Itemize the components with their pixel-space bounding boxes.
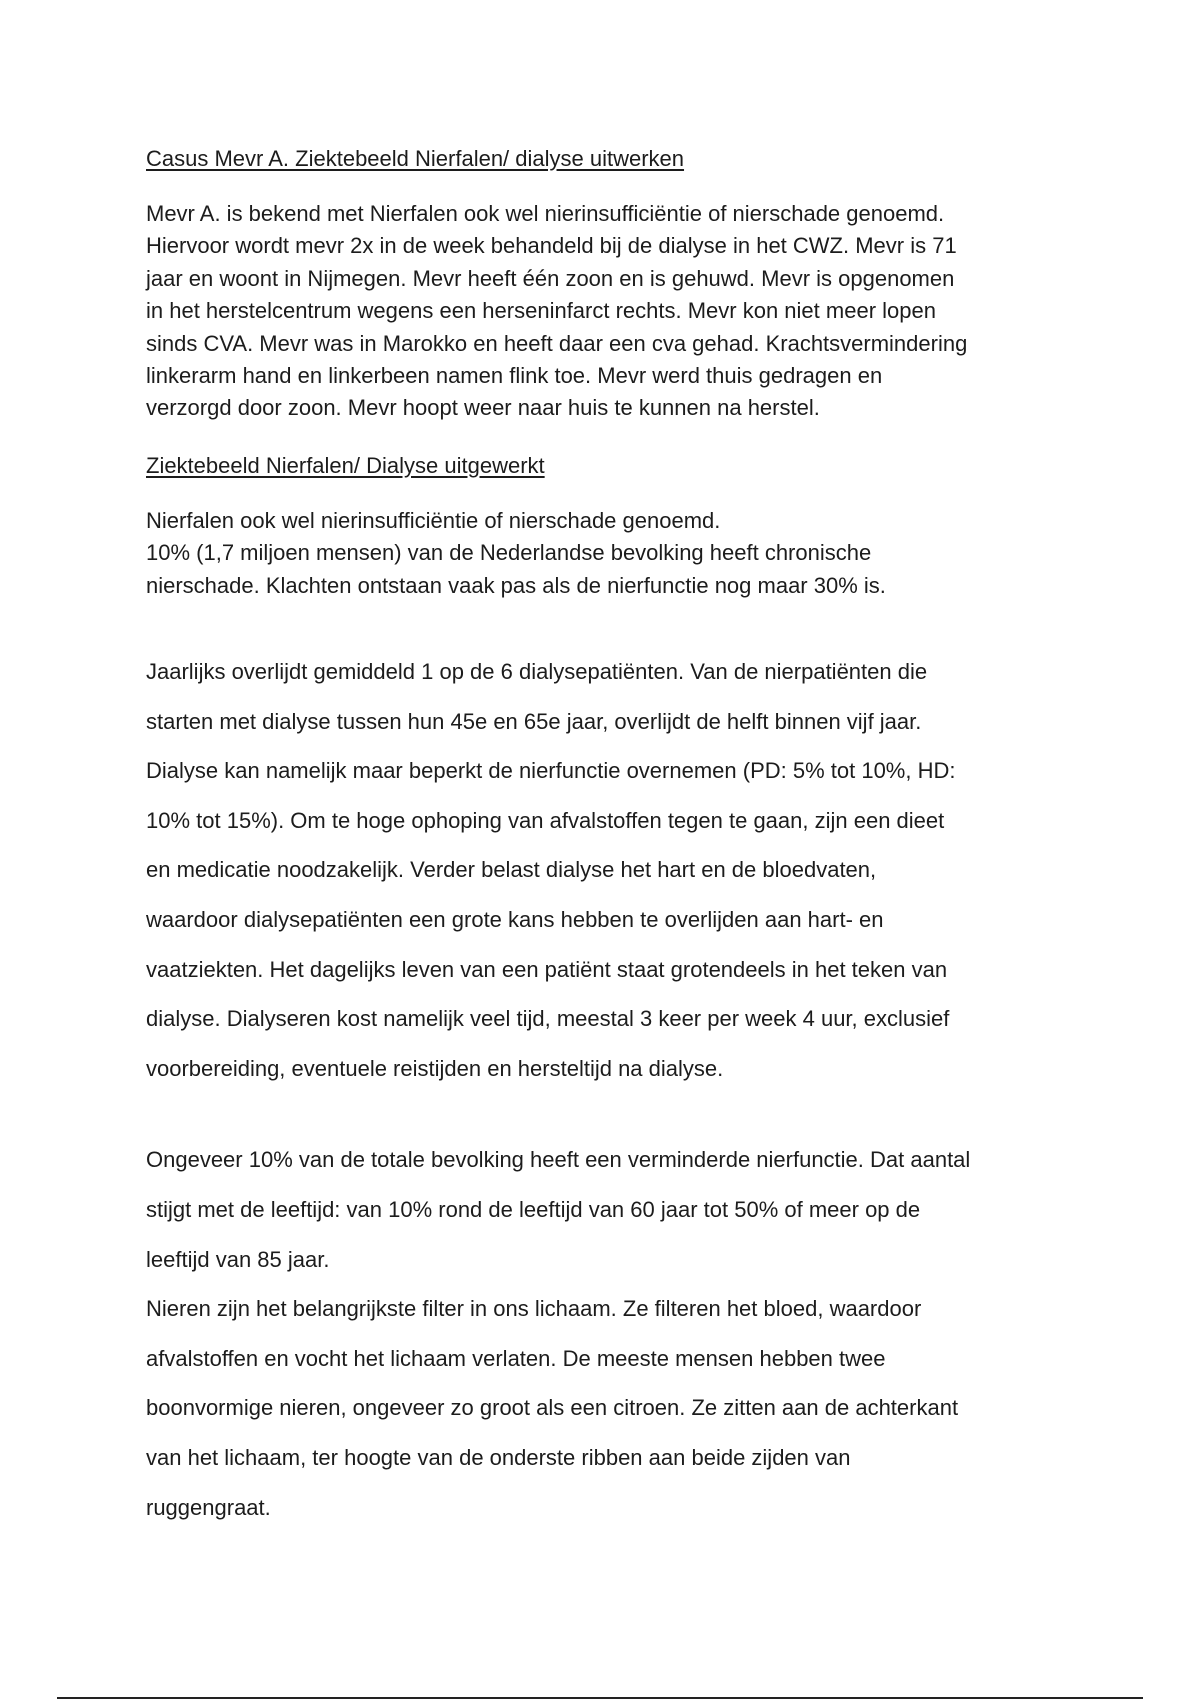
text-line: jaar en woont in Nijmegen. Mevr heeft één zoon en is gehuwd. Mevr is opgenomen [146,265,955,291]
text-line: in het herstelcentrum wegens een herseninfarct rechts. Mevr kon niet meer lopen [146,298,936,324]
text-line: verzorgd door zoon. Mevr hoopt weer naar huis te kunnen na herstel. [146,395,820,421]
text-line: vaatziekten. Het dagelijks leven van een patiënt staat grotendeels in het teken van [146,956,948,982]
text-line: Nieren zijn het belangrijkste filter in ons lichaam. Ze filteren het bloed, waardoor [146,1296,922,1322]
text-line: leeftijd van 85 jaar. [146,1246,330,1272]
intro-paragraph [146,198,1066,425]
text-line: boonvormige nieren, ongeveer zo groot als een citroen. Ze zitten aan de achterkant [146,1395,959,1421]
text-line: waardoor dialysepatiënten een grote kans hebben te overlijden aan hart- en [146,907,884,933]
text-line: stijgt met de leeftijd: van 10% rond de leeftijd van 60 jaar tot 50% of meer op de [146,1197,921,1222]
text-line: van het lichaam, ter hoogte van de onderste ribben aan beide zijden van [146,1444,851,1470]
population-paragraph [146,1135,1066,1532]
mortality-paragraph [146,647,1066,1093]
text-line: linkerarm hand en linkerbeen namen flink toe. Mevr werd thuis gedragen en [146,363,883,389]
document-page [146,143,1066,1532]
text-line: Nierfalen ook wel nierinsufficiëntie of nierschade genoemd. [146,507,721,533]
text-line: dialyse. Dialyseren kost namelijk veel tijd, meestal 3 keer per week 4 uur, exclusief [146,1006,950,1032]
text-line: ruggengraat. [146,1494,271,1520]
text-line: Jaarlijks overlijdt gemiddeld 1 op de 6 dialysepatiënten. Van de nierpatiënten die [146,659,928,685]
text-line: Hiervoor wordt mevr 2x in de week behandeld bij de dialyse in het CWZ. Mevr is 71 [146,233,957,259]
text-line: afvalstoffen en vocht het lichaam verlaten. De meeste mensen hebben twee [146,1345,886,1371]
page-bottom-divider [57,1697,1143,1699]
text-line: nierschade. Klachten ontstaan vaak pas als de nierfunctie nog maar 30% is. [146,572,886,598]
text-line: Dialyse kan namelijk maar beperkt de nierfunctie overnemen (PD: 5% tot 10%, HD: [146,758,956,784]
text-line: 10% tot 15%). Om te hoge ophoping van afvalstoffen tegen te gaan, zijn een dieet [146,807,945,833]
text-line: 10% (1,7 miljoen mensen) van de Nederlandse bevolking heeft chronische [146,540,872,566]
text-line: sinds CVA. Mevr was in Marokko en heeft daar een cva gehad. Krachtsvermindering [146,330,968,356]
case-heading: Casus Mevr A. Ziektebeeld Nierfalen/ dialyse uitwerken [146,146,685,171]
text-line: voorbereiding, eventuele reistijden en hersteltijd na dialyse. [146,1055,724,1081]
text-line: starten met dialyse tussen hun 45e en 65e jaar, overlijdt de helft binnen vijf jaar. [146,708,922,734]
disease-heading: Ziektebeeld Nierfalen/ Dialyse uitgewerkt [146,452,545,478]
text-line: en medicatie noodzakelijk. Verder belast dialyse het hart en de bloedvaten, [146,857,877,883]
facts-paragraph [146,505,1066,602]
text-line: Ongeveer 10% van de totale bevolking heeft een verminderde nierfunctie. Dat aantal [146,1147,971,1173]
text-line: Mevr A. is bekend met Nierfalen ook wel nierinsufficiëntie of nierschade genoemd. [146,201,945,226]
